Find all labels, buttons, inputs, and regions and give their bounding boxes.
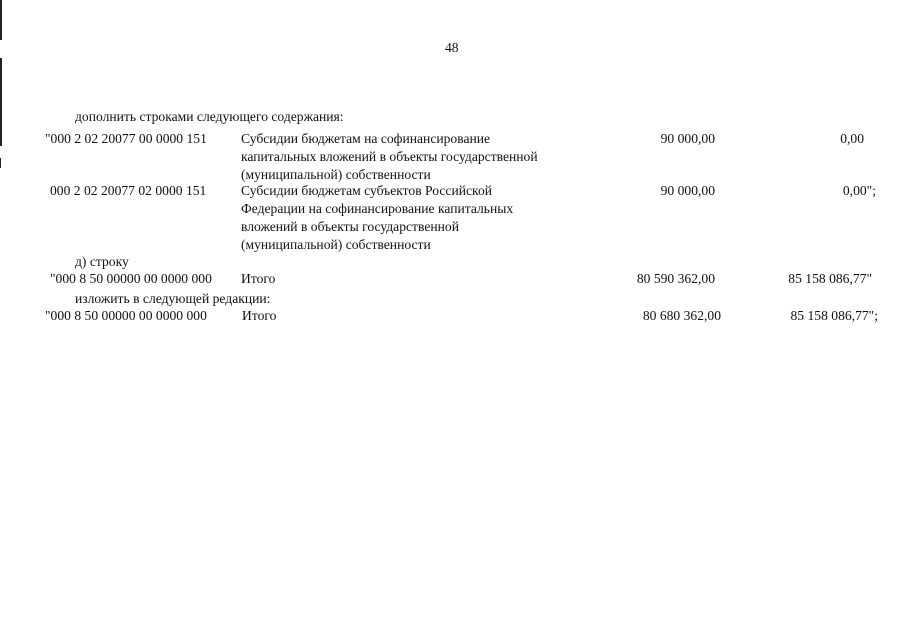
row-code: "000 8 50 00000 00 0000 000 — [45, 308, 207, 323]
row-code: 000 2 02 20077 02 0000 151 — [50, 183, 207, 198]
row-value-2: 0,00"; — [842, 183, 876, 198]
row-value-1: 80 590 362,00 — [636, 271, 715, 286]
row-code: "000 2 02 20077 00 0000 151 — [45, 131, 207, 146]
row-name: Итого — [242, 308, 277, 323]
row-value-2: 85 158 086,77" — [788, 271, 872, 286]
item-d-text: д) строку — [75, 254, 129, 269]
row-value-2: 85 158 086,77"; — [790, 308, 878, 323]
intro-text: дополнить строками следующего содержания: — [75, 109, 344, 124]
row-name-line: капитальных вложений в объекты государственной — [241, 149, 538, 164]
row-value-1: 90 000,00 — [660, 183, 715, 198]
row-value-1: 90 000,00 — [660, 131, 715, 146]
row-value-2: 0,00 — [840, 131, 864, 146]
row-name-line: (муниципальной) собственности — [241, 167, 431, 182]
row-code: "000 8 50 00000 00 0000 000 — [50, 271, 212, 286]
row-name-line: Субсидии бюджетам на софинансирование — [241, 131, 491, 146]
scan-edge-mark — [0, 158, 1, 168]
row-name: Итого — [241, 271, 276, 286]
row-name-line: Субсидии бюджетам субъектов Российской — [241, 183, 493, 198]
page-number: 48 — [445, 40, 459, 55]
scan-edge-mark — [0, 0, 2, 40]
row-name-line: Федерации на софинансирование капитальных — [241, 201, 514, 216]
row-name-line: (муниципальной) собственности — [241, 237, 431, 252]
row-name-line: вложений в объекты государственной — [241, 219, 459, 234]
restate-text: изложить в следующей редакции: — [75, 291, 271, 306]
scan-edge-mark — [0, 58, 2, 146]
row-value-1: 80 680 362,00 — [642, 308, 721, 323]
